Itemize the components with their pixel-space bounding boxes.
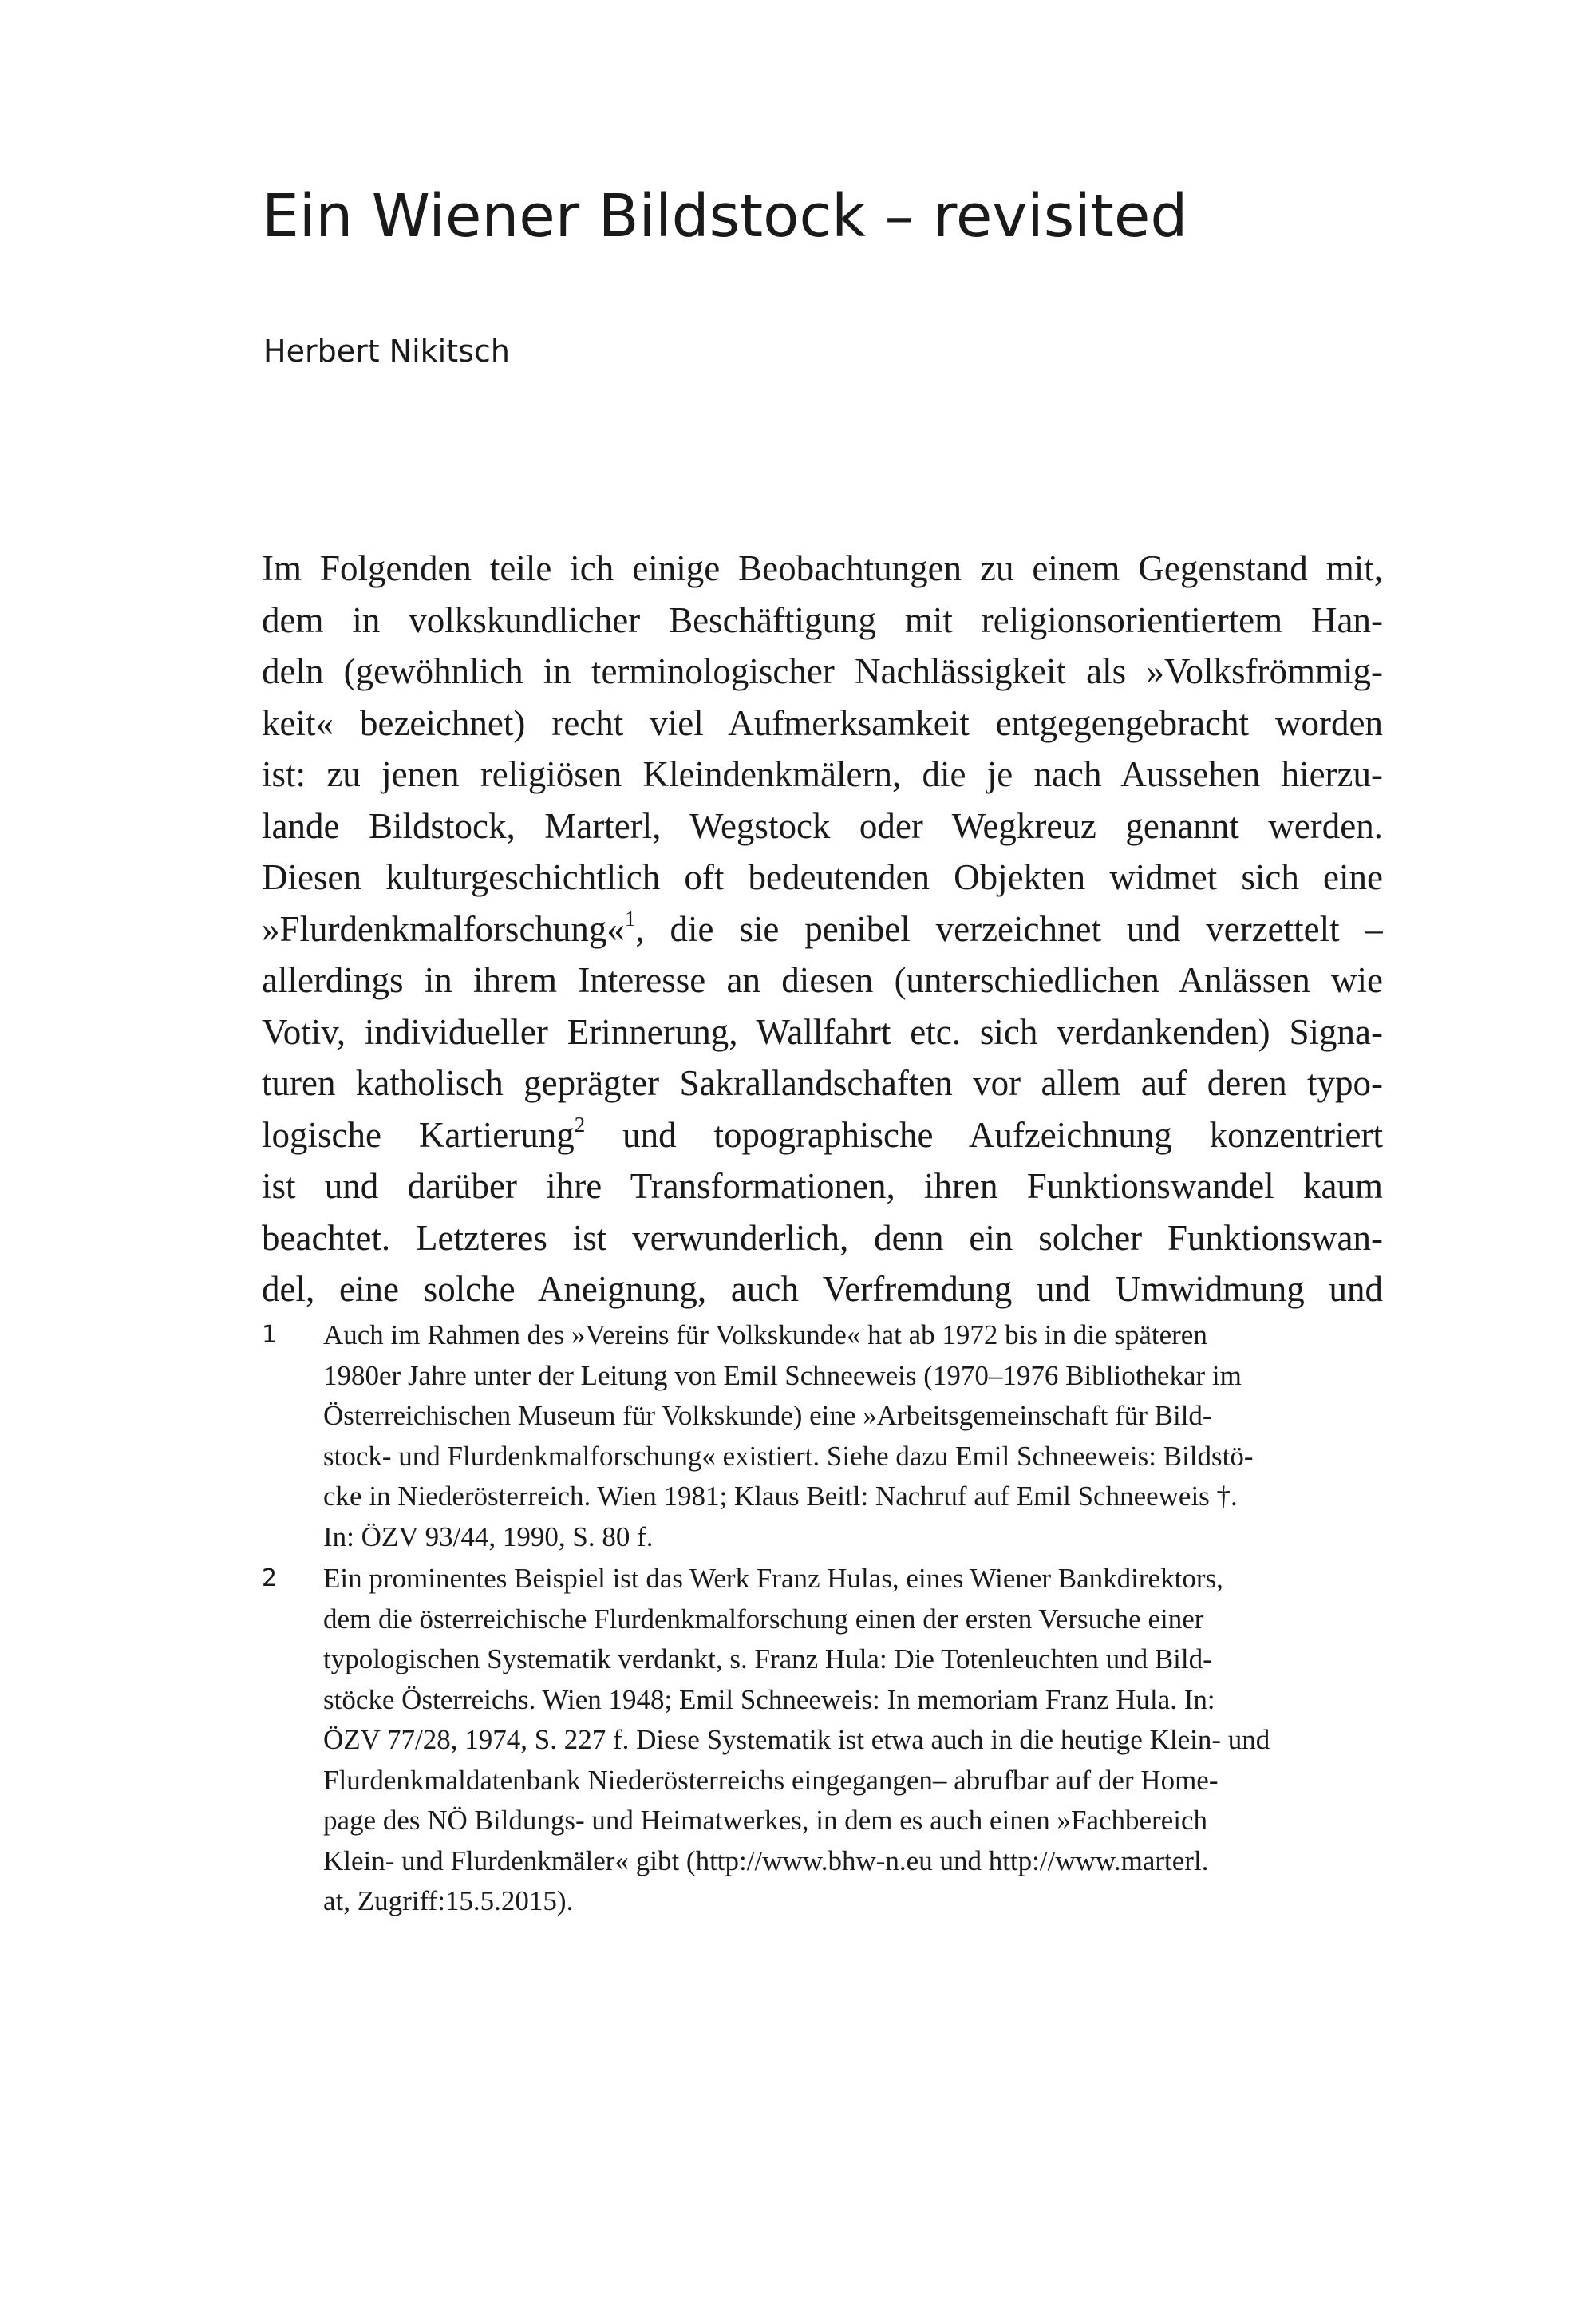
footnote-1 xyxy=(262,1315,1383,1557)
footnote-line: typologischen Systematik verdankt, s. Franz Hula: Die Totenleuchten und Bild- xyxy=(323,1643,1212,1674)
body-line: deln (gewöhnlich in terminologischer Nachlässigkeit als »Volksfrömmig- xyxy=(262,651,1383,691)
footnote-number: 1 xyxy=(262,1321,278,1349)
footnote-line: stock- und Flurdenkmalforschung« existiert. Siehe dazu Emil Schneeweis: Bildstö- xyxy=(323,1440,1254,1472)
body-line: beachtet. Letzteres ist verwunderlich, denn ein solcher Funktionswan- xyxy=(262,1217,1383,1258)
body-line: ist: zu jenen religiösen Kleindenkmälern, die je nach Aussehen hierzu- xyxy=(262,754,1383,794)
author-name: Herbert Nikitsch xyxy=(263,334,510,369)
footnote-ref-2[interactable]: 2 xyxy=(574,1112,586,1137)
footnote-line: 1980er Jahre unter der Leitung von Emil Schneeweis (1970–1976 Bibliothekar im xyxy=(323,1359,1242,1391)
footnote-line: Flurdenkmaldatenbank Niederösterreichs eingegangen– abrufbar auf der Home- xyxy=(323,1764,1219,1796)
body-line: lande Bildstock, Marterl, Wegstock oder Wegkreuz genannt werden. xyxy=(262,805,1383,846)
footnote-line: page des NÖ Bildungs- und Heimatwerkes, in dem es auch einen »Fachbereich xyxy=(323,1805,1208,1836)
footnote-line: In: ÖZV 93/44, 1990, S. 80 f. xyxy=(323,1520,654,1552)
body-line: Votiv, individueller Erinnerung, Wallfahrt etc. sich verdankenden) Signa- xyxy=(262,1011,1383,1052)
footnote-2 xyxy=(262,1559,1383,1922)
body-text-span: logische Kartierung xyxy=(262,1114,575,1155)
footnote-line: cke in Niederösterreich. Wien 1981; Klaus Beitl: Nachruf auf Emil Schneeweis †. xyxy=(323,1481,1238,1512)
footnote-line: dem die österreichische Flurdenkmalforschung einen der ersten Versuche einer xyxy=(323,1603,1204,1635)
body-line xyxy=(262,1109,1383,1161)
body-text-span: , die sie penibel verzeichnet und verzettelt – xyxy=(635,908,1383,949)
footnote-line: Auch im Rahmen des »Vereins für Volkskunde« hat ab 1972 bis in die späteren xyxy=(323,1319,1207,1350)
body-line: del, eine solche Aneignung, auch Verfremdung und Umwidmung und xyxy=(262,1269,1383,1309)
body-text-span: »Flurdenkmalforschung« xyxy=(262,908,625,949)
footnote-ref-1[interactable]: 1 xyxy=(624,906,636,931)
body-line: dem in volkskundlicher Beschäftigung mit religionsorientiertem Han- xyxy=(262,599,1383,640)
body-text xyxy=(262,543,1383,1315)
footnote-line: stöcke Österreichs. Wien 1948; Emil Schneeweis: In memoriam Franz Hula. In: xyxy=(323,1683,1215,1715)
article-title: Ein Wiener Bildstock – revisited xyxy=(262,182,1188,251)
footnote-line: at, Zugriff:15.5.2015). xyxy=(323,1885,574,1916)
body-line xyxy=(262,903,1383,955)
body-line: Im Folgenden teile ich einige Beobachtungen zu einem Gegenstand mit, xyxy=(262,548,1383,588)
body-line: ist und darüber ihre Transformationen, ihren Funktionswandel kaum xyxy=(262,1166,1383,1206)
footnote-number: 2 xyxy=(262,1564,278,1592)
body-line: allerdings in ihrem Interesse an diesen (unterschiedlichen Anlässen wie xyxy=(262,960,1383,1000)
body-line: Diesen kulturgeschichtlich oft bedeutenden Objekten widmet sich eine xyxy=(262,857,1383,897)
body-text-span: und topographische Aufzeichnung konzentriert xyxy=(585,1114,1383,1155)
footnote-line: Österreichischen Museum für Volkskunde) eine »Arbeitsgemeinschaft für Bild- xyxy=(323,1400,1212,1431)
footnote-line: ÖZV 77/28, 1974, S. 227 f. Diese Systematik ist etwa auch in die heutige Klein- und xyxy=(323,1724,1270,1755)
footnote-line: Klein- und Flurdenkmäler« gibt (http://www.bhw-n.eu und http://www.marterl. xyxy=(323,1844,1209,1876)
body-line: turen katholisch geprägter Sakrallandschaften vor allem auf deren typo- xyxy=(262,1063,1383,1103)
footnote-line: Ein prominentes Beispiel ist das Werk Franz Hulas, eines Wiener Bankdirektors, xyxy=(323,1563,1223,1594)
body-line: keit« bezeichnet) recht viel Aufmerksamkeit entgegengebracht worden xyxy=(262,702,1383,743)
